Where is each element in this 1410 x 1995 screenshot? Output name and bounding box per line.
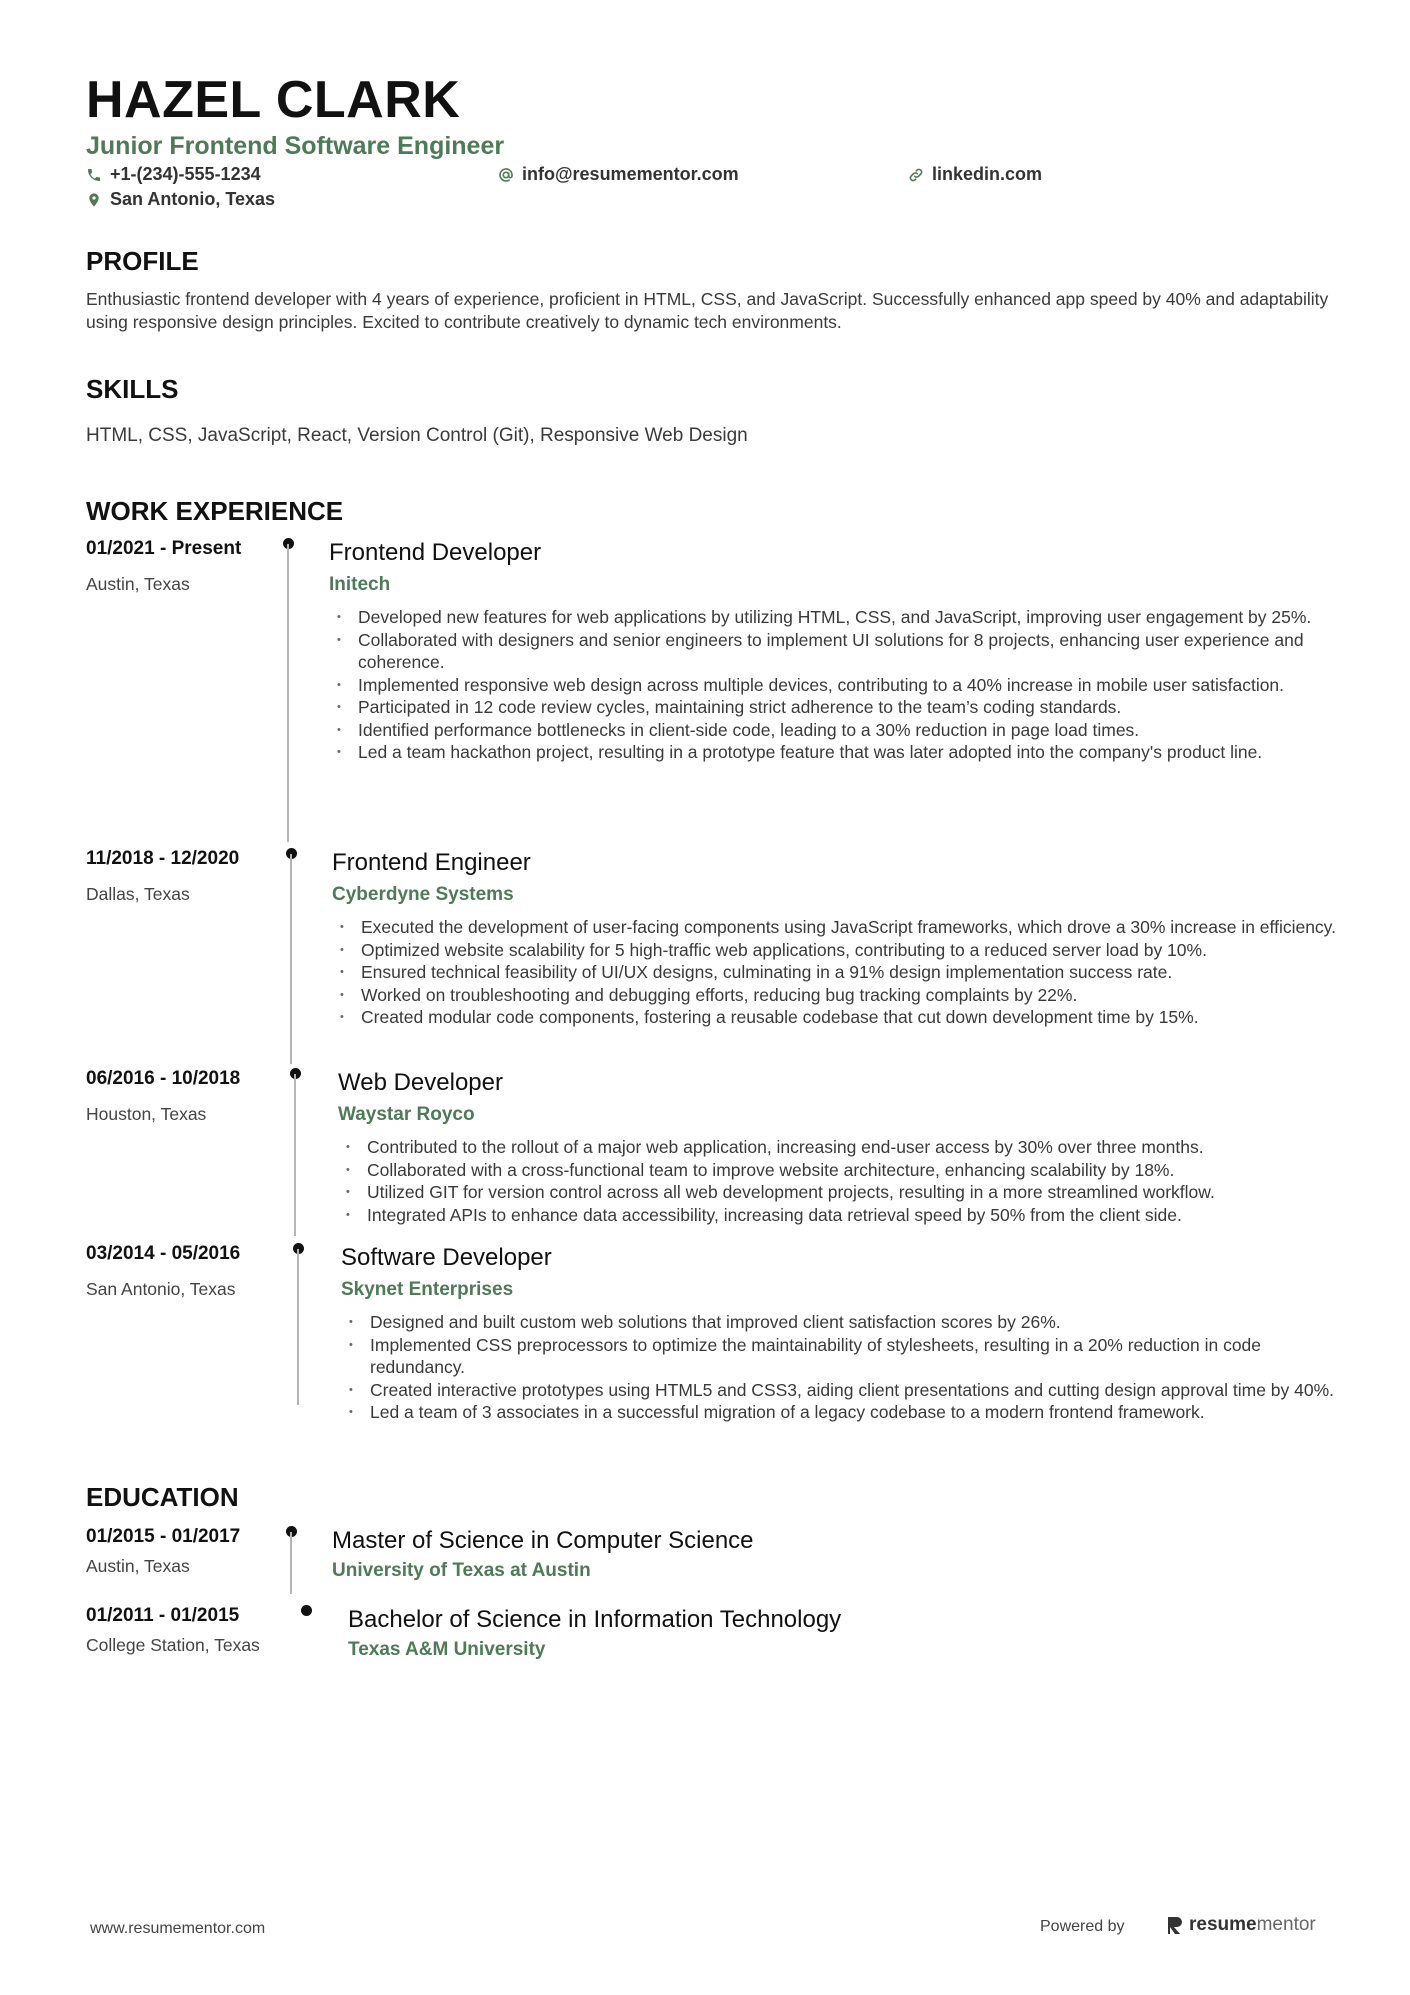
- job-role: Software Developer: [341, 1244, 552, 1271]
- bullet-item: • Ensured technical feasibility of UI/UX designs, culminating in a 91% design implementation success rate.: [332, 961, 1336, 984]
- bullet-item: • Optimized website scalability for 5 high-traffic web applications, contributing to a reduced server load by 10%.: [332, 939, 1336, 962]
- education-dates: 01/2015 - 01/2017: [86, 1526, 241, 1547]
- location-text: San Antonio, Texas: [110, 189, 276, 209]
- job-meta: [86, 1068, 286, 1125]
- bullet-item: • Designed and built custom web solutions that improved client satisfaction scores by 26%.: [341, 1311, 1336, 1334]
- job-bullets: [338, 1136, 1336, 1226]
- education-entry: [86, 1526, 1336, 1598]
- job-company: Cyberdyne Systems: [332, 884, 514, 905]
- job-entry: [86, 1243, 1336, 1443]
- job-dates: 01/2021 - Present: [86, 538, 242, 559]
- job-bullets: [341, 1311, 1336, 1424]
- job-meta: [86, 848, 286, 905]
- job-entry: [86, 1068, 1336, 1236]
- education-entry: [86, 1605, 1336, 1677]
- bullet-item: • Led a team hackathon project, resulting in a prototype feature that was later adopted into the company's product line.: [329, 741, 1336, 764]
- bullet-item: • Executed the development of user-facing components using JavaScript frameworks, which drove a 30% increase in efficiency.: [332, 916, 1336, 939]
- job-bullets: [332, 916, 1336, 1029]
- phone-icon: [86, 167, 102, 183]
- brand-bold-text: resume: [1189, 1914, 1257, 1935]
- job-details: [338, 1068, 1336, 1226]
- job-entry: [86, 538, 1336, 838]
- contact-email: [498, 164, 739, 185]
- resumementor-logo-icon: [1165, 1915, 1183, 1935]
- bullet-item: • Created interactive prototypes using HTML5 and CSS3, aiding client presentations and cutting design approval time by 40%.: [341, 1379, 1336, 1402]
- education-degree: Bachelor of Science in Information Technology: [348, 1606, 842, 1633]
- contact-linkedin: [908, 164, 1042, 185]
- link-icon: [908, 167, 924, 183]
- contact-phone: [86, 164, 261, 185]
- job-details: [329, 538, 1336, 764]
- timeline-line: [290, 1532, 292, 1594]
- bullet-item: • Worked on troubleshooting and debugging efforts, reducing bug tracking complaints by 22%.: [332, 984, 1336, 1007]
- education-location: Austin, Texas: [86, 1556, 190, 1576]
- footer-website[interactable]: www.resumementor.com: [90, 1920, 266, 1937]
- education-school: University of Texas at Austin: [332, 1560, 591, 1581]
- job-location: Austin, Texas: [86, 574, 190, 594]
- job-meta: [86, 1243, 286, 1300]
- education-dates: 01/2011 - 01/2015: [86, 1605, 240, 1626]
- skills-heading: SKILLS: [86, 374, 179, 404]
- job-company: Skynet Enterprises: [341, 1279, 514, 1300]
- bullet-item: • Implemented responsive web design across multiple devices, contributing to a 40% increase in mobile user satisfaction.: [329, 674, 1336, 697]
- timeline-line: [287, 544, 289, 842]
- job-location: Dallas, Texas: [86, 884, 190, 904]
- job-company: Initech: [329, 574, 391, 595]
- job-dates: 11/2018 - 12/2020: [86, 848, 240, 869]
- job-location: Houston, Texas: [86, 1104, 207, 1124]
- bullet-item: • Identified performance bottlenecks in client-side code, leading to a 30% reduction in page load times.: [329, 719, 1336, 742]
- job-details: [341, 1243, 1336, 1424]
- candidate-name: HAZEL CLARK: [86, 71, 461, 129]
- brand-logo[interactable]: [1165, 1914, 1316, 1936]
- bullet-item: • Collaborated with designers and senior engineers to implement UI solutions for 8 projects, enhancing user experience and coherence.: [329, 629, 1336, 674]
- job-location: San Antonio, Texas: [86, 1279, 236, 1299]
- education-location: College Station, Texas: [86, 1635, 260, 1655]
- at-icon: [498, 167, 514, 183]
- job-meta: [86, 538, 286, 595]
- timeline-line: [294, 1074, 296, 1236]
- bullet-item: • Integrated APIs to enhance data accessibility, increasing data retrieval speed by 50% from the client side.: [338, 1204, 1336, 1227]
- job-role: Web Developer: [338, 1069, 503, 1096]
- job-company: Waystar Royco: [338, 1104, 475, 1125]
- job-details: [332, 848, 1336, 1029]
- bullet-item: • Created modular code components, fostering a reusable codebase that cut down development time by 15%.: [332, 1006, 1336, 1029]
- timeline-line: [290, 854, 292, 1064]
- job-role: Frontend Engineer: [332, 849, 531, 876]
- location-pin-icon: [86, 192, 102, 208]
- profile-text: Enthusiastic frontend developer with 4 years of experience, proficient in HTML, CSS, and JavaScript. Successfully enhanced app speed by 40% and adaptability using responsive design principles. Excited to contribute creatively to dynamic tech environments.: [86, 289, 1329, 332]
- skills-text: HTML, CSS, JavaScript, React, Version Control (Git), Responsive Web Design: [86, 425, 748, 446]
- linkedin-text[interactable]: linkedin.com: [932, 164, 1043, 184]
- brand-light-text: mentor: [1256, 1914, 1316, 1935]
- timeline-dot: [301, 1605, 312, 1616]
- bullet-item: • Collaborated with a cross-functional team to improve website architecture, enhancing scalability by 18%.: [338, 1159, 1336, 1182]
- job-bullets: [329, 606, 1336, 764]
- job-entry: [86, 848, 1336, 1058]
- phone-text[interactable]: +1-(234)-555-1234: [110, 164, 261, 184]
- bullet-item: • Led a team of 3 associates in a successful migration of a legacy codebase to a modern frontend framework.: [341, 1401, 1336, 1424]
- education-school: Texas A&M University: [348, 1639, 546, 1660]
- job-dates: 06/2016 - 10/2018: [86, 1068, 241, 1089]
- powered-by-label: Powered by: [1040, 1918, 1125, 1935]
- bullet-item: • Implemented CSS preprocessors to optimize the maintainability of stylesheets, resulting in a 20% reduction in code redundancy.: [341, 1334, 1336, 1379]
- bullet-item: • Utilized GIT for version control across all web development projects, resulting in a more streamlined workflow.: [338, 1181, 1336, 1204]
- experience-heading: WORK EXPERIENCE: [86, 496, 344, 526]
- bullet-item: • Developed new features for web applications by utilizing HTML, CSS, and JavaScript, improving user engagement by 25%.: [329, 606, 1336, 629]
- education-details: [332, 1526, 1336, 1582]
- education-meta: [86, 1605, 286, 1656]
- job-title: Junior Frontend Software Engineer: [86, 132, 505, 160]
- education-details: [348, 1605, 1336, 1661]
- profile-heading: PROFILE: [86, 246, 199, 276]
- bullet-item: • Participated in 12 code review cycles, maintaining strict adherence to the team’s coding standards.: [329, 696, 1336, 719]
- bullet-item: • Contributed to the rollout of a major web application, increasing end-user access by 30% over three months.: [338, 1136, 1336, 1159]
- education-meta: [86, 1526, 286, 1577]
- education-heading: EDUCATION: [86, 1482, 239, 1512]
- education-degree: Master of Science in Computer Science: [332, 1527, 754, 1554]
- email-text[interactable]: info@resumementor.com: [522, 164, 739, 184]
- contact-location: [86, 189, 275, 210]
- job-role: Frontend Developer: [329, 539, 542, 566]
- job-dates: 03/2014 - 05/2016: [86, 1243, 241, 1264]
- timeline-line: [297, 1249, 299, 1405]
